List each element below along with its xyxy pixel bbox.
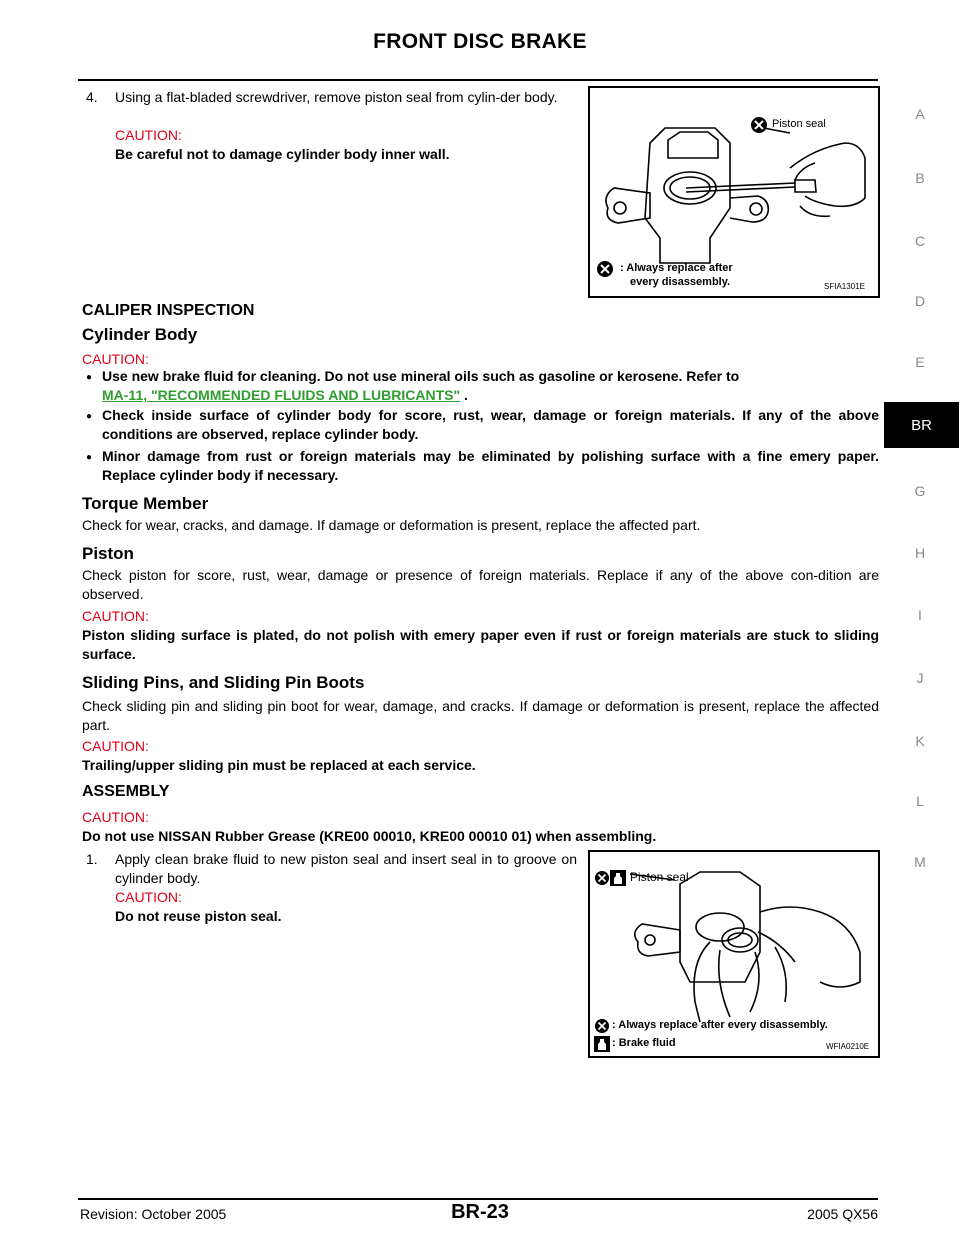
brake-fluid-icon [610, 870, 626, 886]
subheading-torque-member: Torque Member [82, 494, 209, 513]
index-letter-b[interactable]: B [915, 170, 925, 186]
figure-legend-line1: : Always replace after every disassembly. [612, 1019, 828, 1031]
footer-revision: Revision: October 2005 [80, 1206, 227, 1222]
index-letter-l[interactable]: L [916, 793, 924, 809]
index-letter-c[interactable]: C [914, 233, 926, 249]
figure-legend-line1: : Always replace after [620, 262, 733, 274]
footer-divider [78, 1198, 878, 1200]
index-letter-a[interactable]: A [915, 106, 925, 122]
cylinder-body-bullet-3: Minor damage from rust or foreign materials may be eliminated by polishing surface with a fine emery paper. Replace cylinder body if necessary. [102, 448, 879, 483]
piston-caution-text: Piston sliding surface is plated, do not polish with emery paper even if rust or foreign materials are stuck to sliding surface. [82, 627, 879, 662]
step-number: 1. [86, 851, 98, 867]
step-1-text: Apply clean brake fluid to new piston seal and insert seal in to groove on cylinder body. [115, 851, 577, 886]
figure-callout-piston-seal: Piston seal [630, 870, 689, 884]
index-letter-m[interactable]: M [914, 854, 926, 870]
figure-callout-piston-seal: Piston seal [772, 118, 826, 130]
figure-legend-line2: : Brake fluid [612, 1037, 676, 1049]
caution-label: CAUTION: [82, 809, 149, 825]
index-letter-h[interactable]: H [914, 545, 926, 561]
bullet-1-text: Use new brake fluid for cleaning. Do not use mineral oils such as gasoline or kerosene. Refer to [102, 368, 740, 384]
torque-member-text: Check for wear, cracks, and damage. If damage or deformation is present, replace the affected part. [82, 517, 701, 533]
footer-page-number: BR-23 [451, 1201, 509, 1223]
figure-piston-seal-install [588, 850, 880, 1058]
step-4-text: Using a flat-bladed screwdriver, remove piston seal from cylin-der body. [115, 89, 558, 105]
subheading-piston: Piston [82, 544, 134, 563]
caution-text: Be careful not to damage cylinder body inner wall. [115, 146, 450, 162]
step-1-caution-text: Do not reuse piston seal. [115, 908, 282, 924]
figure-piston-seal-removal [588, 86, 880, 298]
section-heading-caliper-inspection: CALIPER INSPECTION [82, 302, 255, 319]
cross-reference-link[interactable]: MA-11, "RECOMMENDED FLUIDS AND LUBRICANTS" [102, 387, 461, 403]
figure-code: WFIA0210E [826, 1042, 870, 1051]
piston-text: Check piston for score, rust, wear, damage or presence of foreign materials. Replace if any of the above con-dition are observed. [82, 567, 879, 602]
subheading-cylinder-body: Cylinder Body [82, 325, 198, 344]
bullet-1-suffix: . [460, 387, 468, 403]
caution-label: CAUTION: [82, 351, 149, 367]
bullet-icon: ● [86, 452, 93, 463]
footer-model: 2005 QX56 [807, 1206, 878, 1222]
caution-label: CAUTION: [115, 889, 182, 905]
subheading-sliding-pins: Sliding Pins, and Sliding Pin Boots [82, 673, 365, 692]
brake-fluid-icon [594, 1036, 610, 1052]
replace-after-disassembly-icon [750, 116, 768, 134]
bullet-icon: ● [86, 372, 93, 383]
index-letter-e[interactable]: E [915, 354, 925, 370]
figure-code: SFIA1301E [824, 282, 865, 291]
caution-label: CAUTION: [115, 127, 182, 143]
header-divider [78, 79, 878, 81]
assembly-caution-text: Do not use NISSAN Rubber Grease (KRE00 00010, KRE00 00010 01) when assembling. [82, 828, 657, 844]
caution-label: CAUTION: [82, 738, 149, 754]
cylinder-body-bullet-2: Check inside surface of cylinder body for score, rust, wear, damage or foreign materials. If any of the above conditions are observed, replace cylinder body. [102, 407, 879, 442]
index-tab-br-active[interactable]: BR [884, 402, 959, 448]
caution-label: CAUTION: [82, 608, 149, 624]
index-letter-k[interactable]: K [915, 733, 925, 749]
cylinder-body-bullet-1 [102, 367, 879, 405]
step-number: 4. [86, 89, 98, 105]
index-letter-i[interactable]: I [918, 607, 922, 623]
replace-after-disassembly-icon [596, 260, 614, 278]
page-title: FRONT DISC BRAKE [373, 30, 587, 53]
section-heading-assembly: ASSEMBLY [82, 783, 170, 800]
bullet-icon: ● [86, 411, 93, 422]
index-letter-j[interactable]: J [916, 670, 924, 686]
index-letter-d[interactable]: D [914, 293, 926, 309]
figure-legend-line2: every disassembly. [630, 276, 731, 288]
index-letter-g[interactable]: G [914, 483, 926, 499]
sliding-pins-caution-text: Trailing/upper sliding pin must be replaced at each service. [82, 757, 476, 773]
replace-after-disassembly-icon [594, 1018, 610, 1034]
sliding-pins-text: Check sliding pin and sliding pin boot for wear, damage, and cracks. If damage or deformation is present, replace the affected part. [82, 698, 879, 733]
replace-after-disassembly-icon [594, 870, 610, 886]
